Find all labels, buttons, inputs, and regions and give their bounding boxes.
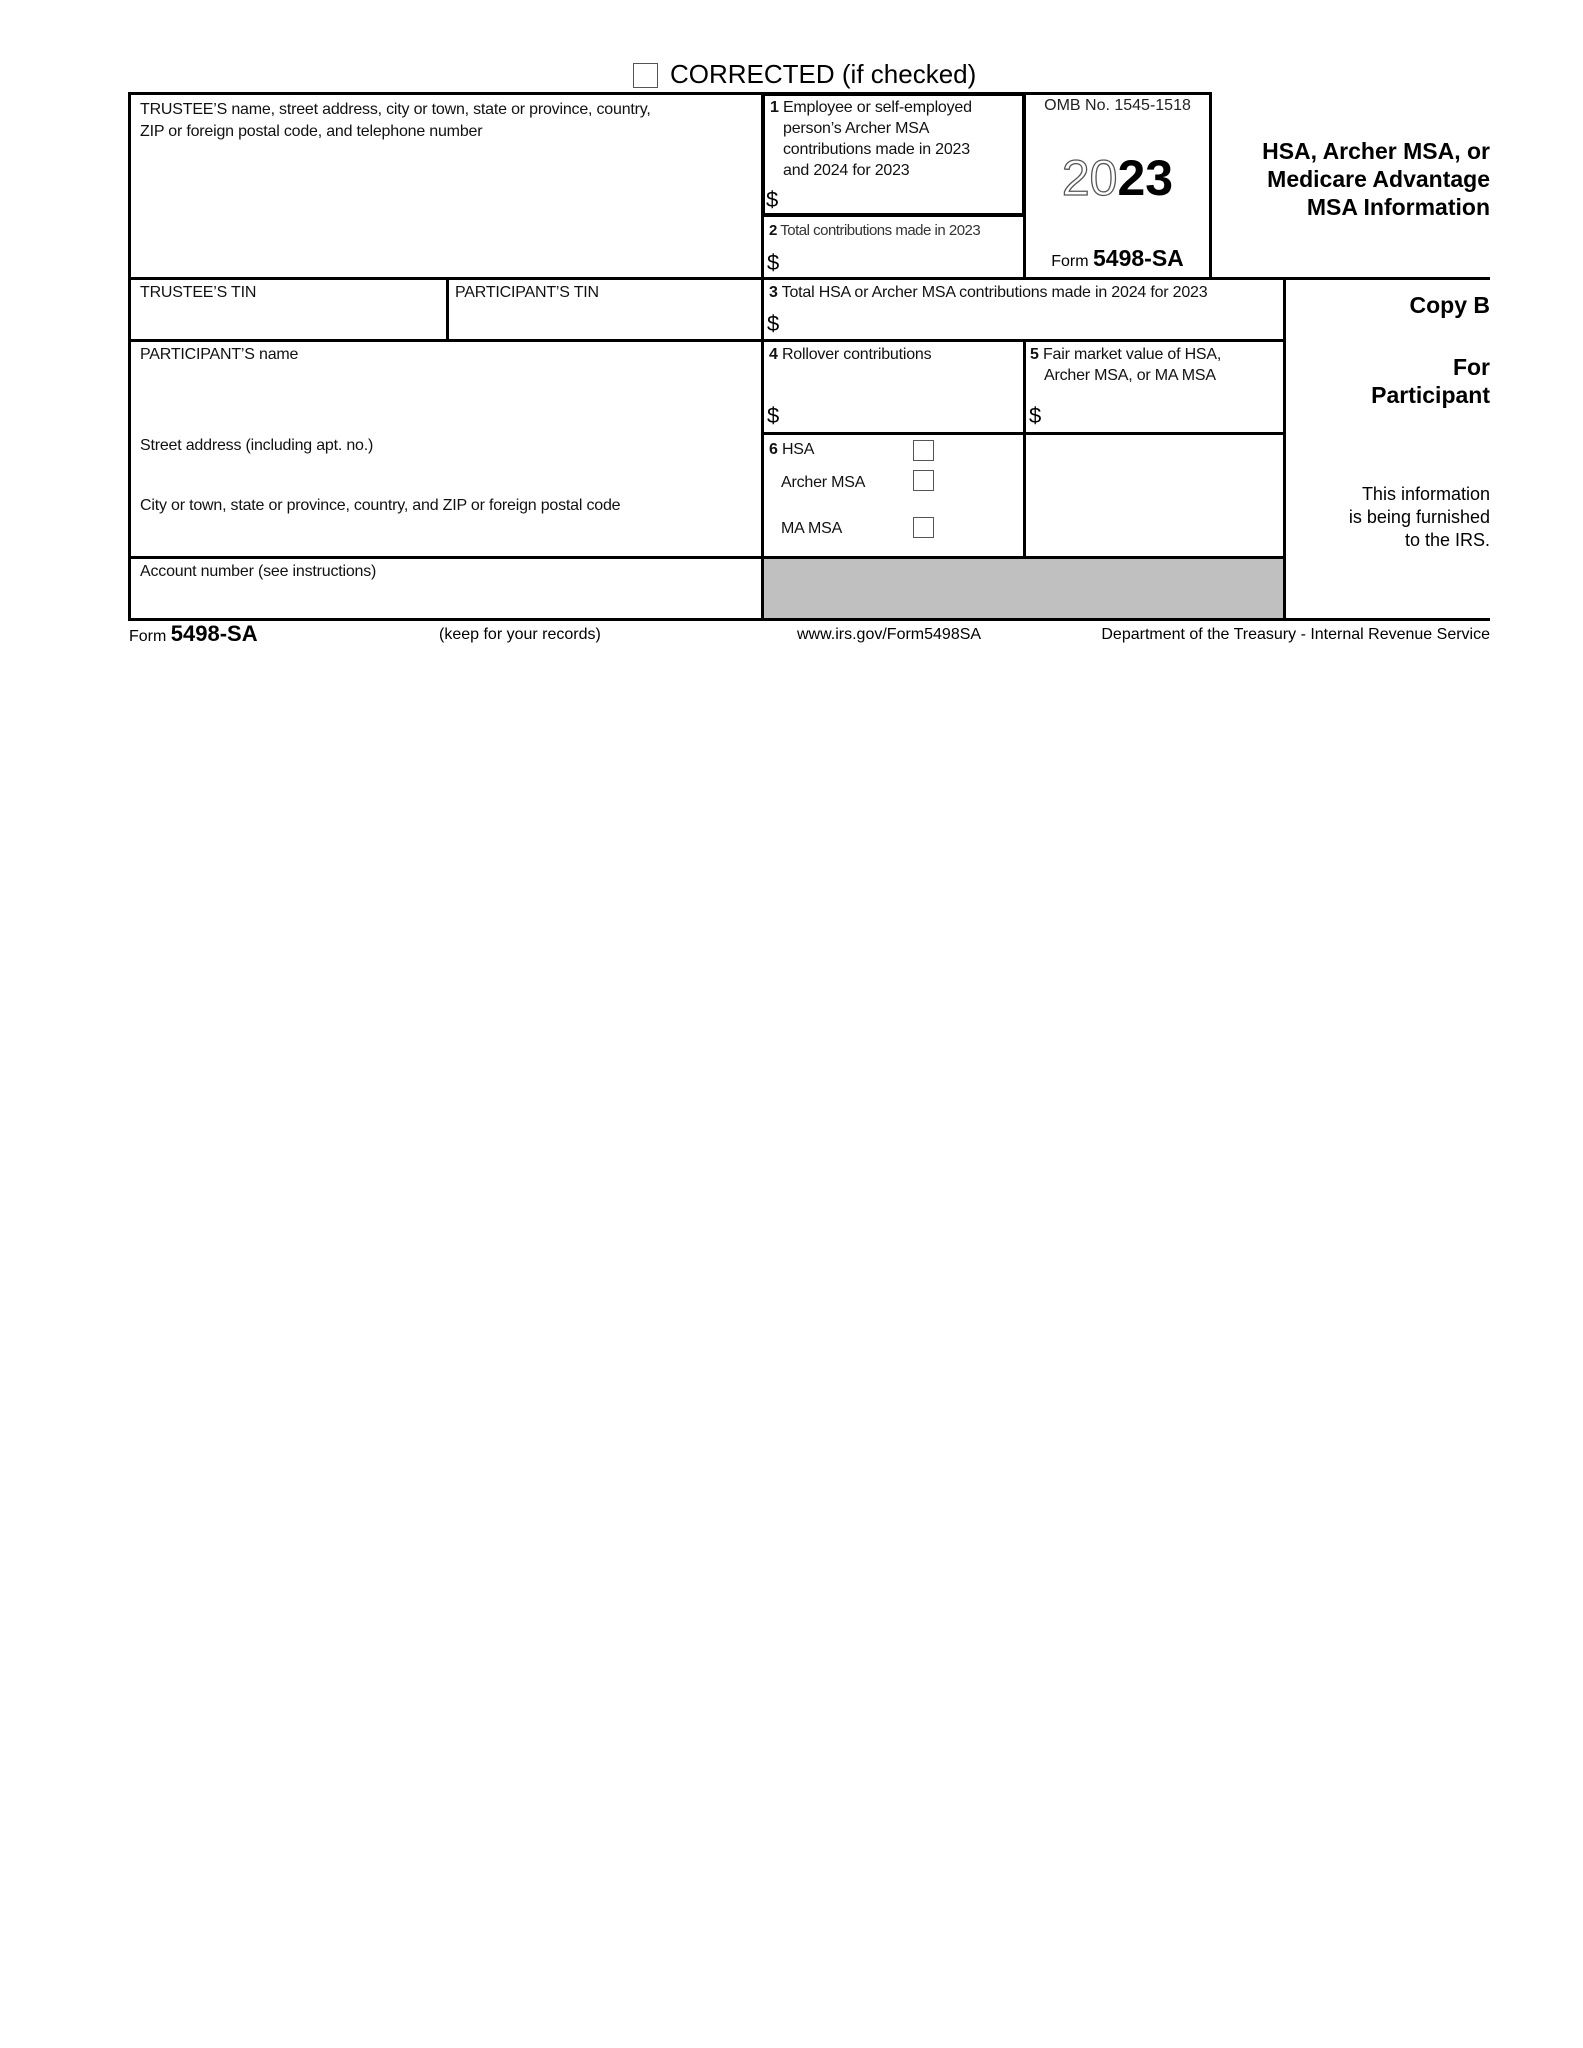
omb-number: OMB No. 1545-1518	[1044, 97, 1191, 114]
box2-label	[769, 220, 980, 241]
box6-label	[769, 439, 814, 460]
box4-dollar-sign: $	[767, 403, 780, 428]
note-line3: to the IRS.	[1404, 530, 1490, 550]
copy-b-column	[1286, 280, 1490, 618]
footer-irs-url[interactable]: www.irs.gov/Form5498SA	[797, 626, 982, 643]
trustee-tin-field[interactable]	[131, 280, 446, 339]
form-title-line1: HSA, Archer MSA, or	[1262, 138, 1490, 164]
box1-label-line3: contributions made in 2023	[783, 141, 970, 158]
footer-form-prefix: Form	[129, 628, 167, 645]
box6-hsa-checkbox[interactable]	[913, 440, 934, 461]
box5-number: 5	[1030, 346, 1039, 363]
box4-number: 4	[769, 346, 778, 363]
box1-label-line1: Employee or self-employed	[782, 99, 972, 116]
box1-label-line2: person’s Archer MSA	[783, 120, 930, 137]
tax-year-outline: 20	[1061, 150, 1118, 206]
trustee-info-field[interactable]	[131, 95, 761, 277]
corrected-label: CORRECTED (if checked)	[670, 59, 977, 89]
box6-account-type	[764, 435, 1023, 556]
box3-hsa-contributions[interactable]	[764, 280, 1283, 339]
trustee-info-label-line2: ZIP or foreign postal code, and telephone number	[140, 123, 483, 140]
irs-furnished-note	[1286, 483, 1490, 552]
box2-number: 2	[769, 222, 777, 239]
participant-street-label: Street address (including apt. no.)	[140, 437, 374, 454]
box3-dollar-sign: $	[767, 311, 780, 336]
for-label: For	[1452, 354, 1490, 380]
participant-city-field[interactable]	[131, 492, 761, 556]
year-box	[1026, 95, 1209, 277]
participant-tin-field[interactable]	[449, 280, 761, 339]
box4-label-text: Rollover contributions	[781, 346, 932, 363]
note-line1: This information	[1361, 484, 1490, 504]
participant-name-field[interactable]	[131, 342, 761, 432]
box4-rollover-contributions[interactable]	[764, 342, 1023, 432]
copy-b-label: Copy B	[1409, 292, 1490, 318]
corrected-checkbox[interactable]	[633, 63, 658, 88]
participant-city-label: City or town, state or province, country, and ZIP or foreign postal code	[140, 497, 621, 514]
for-participant-label	[1286, 353, 1490, 409]
participant-street-field[interactable]	[131, 432, 761, 492]
box1-label-line4: and 2024 for 2023	[783, 162, 910, 179]
box1-number: 1	[770, 99, 779, 116]
box6-option-archer-label: Archer MSA	[781, 474, 866, 491]
participant-label: Participant	[1371, 382, 1490, 408]
box4-label	[769, 344, 931, 365]
box6-option-hsa-label: HSA	[781, 441, 815, 458]
trustee-info-label-line1: TRUSTEE’S name, street address, city or town, state or province, country,	[140, 101, 651, 118]
tax-year	[1026, 150, 1209, 206]
footer-keep-records: (keep for your records)	[439, 626, 601, 643]
note-line2: is being furnished	[1348, 507, 1490, 527]
account-number-label: Account number (see instructions)	[140, 563, 377, 580]
box1-archer-msa-contributions[interactable]	[765, 96, 1022, 213]
form-title	[1212, 137, 1490, 221]
trustee-tin-label: TRUSTEE’S TIN	[140, 284, 257, 301]
box5-label-line2: Archer MSA, or MA MSA	[1044, 367, 1216, 384]
box1-label	[770, 97, 972, 118]
blank-cell	[1026, 435, 1283, 556]
box3-label	[769, 282, 1207, 303]
form-title-line2: Medicare Advantage	[1267, 166, 1490, 192]
box6-archer-msa-checkbox[interactable]	[913, 470, 934, 491]
box1-dollar-sign: $	[766, 187, 779, 212]
box6-option-mamsa-label: MA MSA	[781, 520, 843, 537]
form-prefix: Form	[1051, 253, 1089, 270]
participant-name-label: PARTICIPANT’S name	[140, 346, 299, 363]
footer-department: Department of the Treasury - Internal Revenue Service	[1101, 626, 1490, 643]
tax-year-bold: 23	[1117, 150, 1174, 206]
account-number-field[interactable]	[131, 559, 761, 618]
box5-dollar-sign: $	[1029, 403, 1042, 428]
box3-number: 3	[769, 284, 778, 301]
box5-label-line1: Fair market value of HSA,	[1042, 346, 1222, 363]
box3-label-text: Total HSA or Archer MSA contributions made in 2024 for 2023	[781, 284, 1208, 301]
box2-total-contributions[interactable]	[764, 217, 1023, 277]
box2-dollar-sign: $	[767, 250, 780, 275]
participant-tin-label: PARTICIPANT’S TIN	[455, 284, 599, 301]
form-title-line3: MSA Information	[1306, 194, 1490, 220]
box6-number: 6	[769, 441, 778, 458]
shaded-cell	[764, 559, 1283, 618]
box2-label-text: Total contributions made in 2023	[780, 222, 981, 239]
footer-form-number	[129, 621, 258, 647]
box6-ma-msa-checkbox[interactable]	[913, 517, 934, 538]
box5-label	[1030, 344, 1221, 365]
box5-fair-market-value[interactable]	[1026, 342, 1283, 432]
form-number: 5498-SA	[1093, 245, 1184, 271]
footer-form-number-bold: 5498-SA	[170, 621, 258, 646]
form-number-label	[1026, 245, 1209, 272]
